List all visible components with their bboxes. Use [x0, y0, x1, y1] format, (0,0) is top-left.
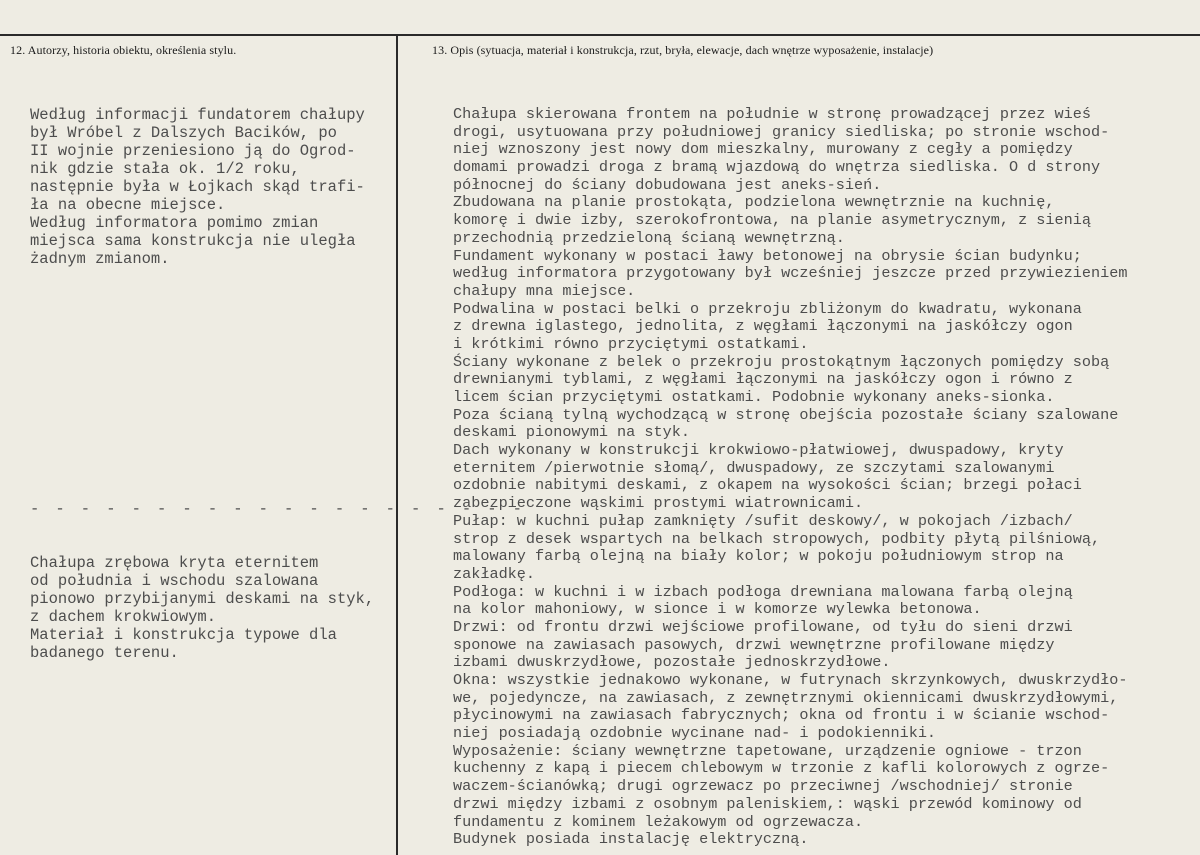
typed-line: Budynek posiada instalację elektryczną.: [453, 830, 809, 849]
typed-line: Poza ścianą tylną wychodzącą w stronę obejścia pozostałe ściany szalowane: [453, 405, 1119, 424]
typed-line: ła na obecne miejsce.: [30, 196, 226, 214]
typed-line: Chałupa zrębowa kryta eternitem: [30, 554, 319, 572]
style-text: [30, 554, 374, 662]
typed-line: z dachem krokwiowym.: [30, 608, 217, 626]
typed-line: ozdobnie nabitymi deskami, z okapem na wysokości ścian; brzegi połaci: [453, 476, 1082, 495]
typed-line: był Wróbel z Dalszych Bacików, po: [30, 124, 337, 142]
typed-line: Zbudowana na planie prostokąta, podzielona wewnętrznie na kuchnię,: [453, 193, 1055, 212]
typed-line: drewnianymi tyblami, z węgłami łączonymi na jaskółczy ogon i równo z: [453, 370, 1073, 389]
typed-line: Fundament wykonany w postaci ławy betonowej na obrysie ścian budynku;: [453, 246, 1082, 265]
typed-line: Wyposażenie: ściany wewnętrzne tapetowane, urządzenie ogniowe - trzon: [453, 741, 1082, 760]
typed-line: północnej do ściany dobudowana jest aneks-sień.: [453, 175, 882, 194]
typed-line: chałupy mna miejsce.: [453, 281, 636, 300]
typed-line: zabezpieczone wąskimi prostymi wiatrownicami.: [453, 494, 864, 513]
typed-line: zakładkę.: [453, 564, 536, 583]
typed-line: Ściany wykonane z belek o przekroju prostokątnym łączonych pomiędzy sobą: [453, 352, 1110, 371]
typed-line: od południa i wschodu szalowana: [30, 572, 319, 590]
typed-line: fundamentu z kominem leżakowym od ogrzewacza.: [453, 812, 864, 831]
typed-line: miejsca sama konstrukcja nie uległa: [30, 232, 356, 250]
typed-line: Chałupa skierowana frontem na południe w stronę prowadzącej przez wieś: [453, 105, 1091, 123]
typed-line: według informatora przygotowany był wcześniej jeszcze przed przywiezieniem: [453, 264, 1128, 283]
typed-line: sponowe na zawiasach pasowych, drzwi wewnętrzne profilowane między: [453, 635, 1055, 654]
typed-line: badanego terenu.: [30, 644, 179, 662]
typed-line: z drewna iglastego, jednolita, z węgłami łączonymi na jaskółczy ogon: [453, 317, 1073, 336]
typed-line: pionowo przybijanymi deskami na styk,: [30, 590, 375, 608]
typed-line: i krótkimi równo przyciętymi ostatkami.: [453, 334, 809, 353]
typed-line: płycinowymi na zawiasach fabrycznych; okna od frontu i w ścianie wschod-: [453, 706, 1110, 725]
typed-line: Okna: wszystkie jednakowo wykonane, w futrynach skrzynkowych, dwuskrzydło-: [453, 671, 1128, 689]
typed-line: malowany farbą olejną na biały kolor; w pokoju południowym strop na: [453, 547, 1064, 566]
typed-line: Pułap: w kuchni pułap zamknięty /sufit deskowy/, w pokojach /izbach/: [453, 511, 1073, 530]
typed-line: niej posiadają ozdobnie wycinane nad- i podokienniki.: [453, 724, 937, 743]
typed-line: strop z desek wspartych na belkach stropowych, podbity płytą pilśniową,: [453, 529, 1101, 548]
typed-line: we, pojedyncze, na zawiasach, z zewnętrznymi okiennicami dwuskrzydłowymi,: [453, 688, 1119, 707]
typed-line: Drzwi: od frontu drzwi wejściowe profilowane, od tyłu do sieni drzwi: [453, 617, 1073, 636]
typed-line: waczem-ścianówką; drugi ogrzewacz po przeciwnej /wschodniej/ stronie: [453, 777, 1073, 796]
typed-line: żadnym zmianom.: [30, 250, 170, 268]
header-rule: [0, 34, 1200, 36]
typed-line: Dach wykonany w konstrukcji krokwiowo-płatwiowej, dwuspadowy, kryty: [453, 441, 1064, 460]
typed-line: Według informatora pomimo zmian: [30, 214, 319, 232]
typed-line: drogi, usytuowana przy południowej granicy siedliska; po stronie wschod-: [453, 122, 1110, 141]
typed-line: Materiał i konstrukcja typowe dla: [30, 626, 337, 644]
typed-line: deskami pionowymi na styk.: [453, 423, 690, 442]
dashed-separator: - - - - - - - - - - - - - - - - - - - -: [30, 500, 526, 518]
typed-line: II wojnie przeniesiono ją do Ogrod-: [30, 142, 356, 160]
typed-line: komorę i dwie izby, szerokofrontowa, na planie asymetrycznym, z sienią: [453, 211, 1091, 230]
typed-line: Podłoga: w kuchni i w izbach podłoga drewniana malowana farbą olejną: [453, 582, 1073, 601]
typed-line: Podwalina w postaci belki o przekroju zbliżonym do kwadratu, wykonana: [453, 299, 1082, 318]
typed-line: licem ścian przyciętymi ostatkami. Podobnie wykonany aneks-sionka.: [453, 388, 1055, 406]
section-12-heading: 12. Autorzy, historia obiektu, określenia stylu.: [10, 43, 237, 57]
typed-line: izbami dwuskrzydłowe, pozostałe jednoskrzydłowe.: [453, 653, 891, 672]
column-divider: [396, 34, 398, 855]
history-text: [30, 106, 365, 268]
typed-line: następnie była w Łojkach skąd trafi-: [30, 178, 365, 196]
typed-line: Według informacji fundatorem chałupy: [30, 106, 365, 124]
description-text: [453, 106, 1127, 849]
typed-line: niej wznoszony jest nowy dom mieszkalny, murowany z cegły a pomiędzy: [453, 140, 1073, 159]
typed-line: kuchenny z kapą i piecem chlebowym w trzonie z kafli kolorowych z ogrze-: [453, 759, 1110, 778]
typed-line: drzwi między izbami z osobnym paleniskiem,: wąski przewód kominowy od: [453, 794, 1082, 813]
typed-line: przechodnią przedzieloną ścianą wewnętrzną.: [453, 228, 845, 247]
typed-line: domami prowadzi droga z bramą wjazdową do wnętrza siedliska. O d strony: [453, 158, 1101, 177]
typed-line: nik gdzie stała ok. 1/2 roku,: [30, 160, 300, 178]
section-13-heading: 13. Opis (sytuacja, materiał i konstrukcja, rzut, bryła, elewacje, dach wnętrze wyposażenie, instalacje): [432, 43, 934, 57]
typed-line: eternitem /pierwotnie słomą/, dwuspadowy, ze szczytami szalowanymi: [453, 458, 1055, 477]
typed-line: na kolor mahoniowy, w sionce i w komorze wylewka betonowa.: [453, 600, 982, 619]
